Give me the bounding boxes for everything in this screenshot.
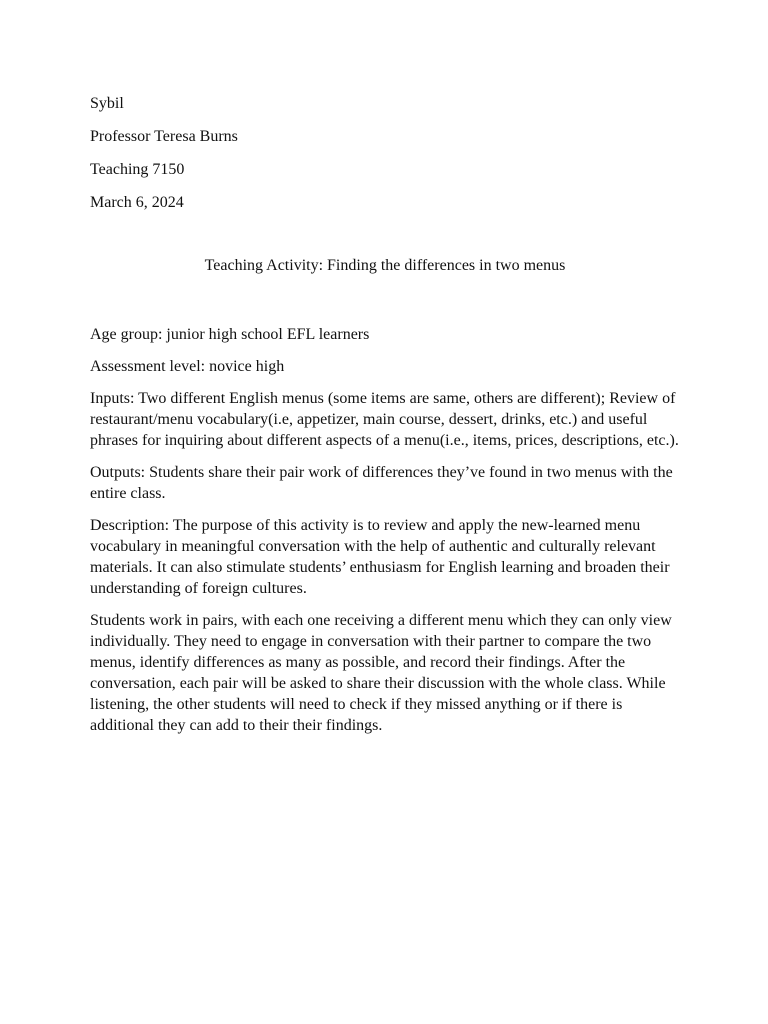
assessment-level-paragraph: Assessment level: novice high xyxy=(90,358,285,375)
procedure-paragraph: Students work in pairs, with each one receiving a different menu which they can only view individually. They need to engage in conversation with their partner to compare the two menus, identify differences as many as possible, and record their findings. After the conversation, each pair will be asked to share their discussion with the whole class. While listening, the other students will need to check if they missed anything or if there is additional they can add to their their findings. xyxy=(90,612,672,734)
student-name: Sybil xyxy=(90,95,124,112)
description-paragraph: Description: The purpose of this activity is to review and apply the new-learned menu vocabulary in meaningful conversation with the help of authentic and culturally relevant materials. It can also stimulate students’ enthusiasm for English learning and broaden their understanding of foreign cultures. xyxy=(90,517,670,597)
outputs-paragraph: Outputs: Students share their pair work of differences they’ve found in two menus with the entire class. xyxy=(90,464,673,502)
professor-name: Professor Teresa Burns xyxy=(90,128,238,145)
document-title: Teaching Activity: Finding the differences in two menus xyxy=(204,257,566,274)
document-date: March 6, 2024 xyxy=(90,194,184,211)
inputs-paragraph: Inputs: Two different English menus (some items are same, others are different); Review of restaurant/menu vocabulary(i.e, appetizer, main course, dessert, drinks, etc.) and useful phrases for inquiring about different aspects of a menu(i.e., items, prices, descriptions, etc.). xyxy=(90,390,679,449)
document-body xyxy=(90,93,680,747)
age-group-paragraph: Age group: junior high school EFL learners xyxy=(90,326,370,343)
course-name: Teaching 7150 xyxy=(90,161,185,178)
